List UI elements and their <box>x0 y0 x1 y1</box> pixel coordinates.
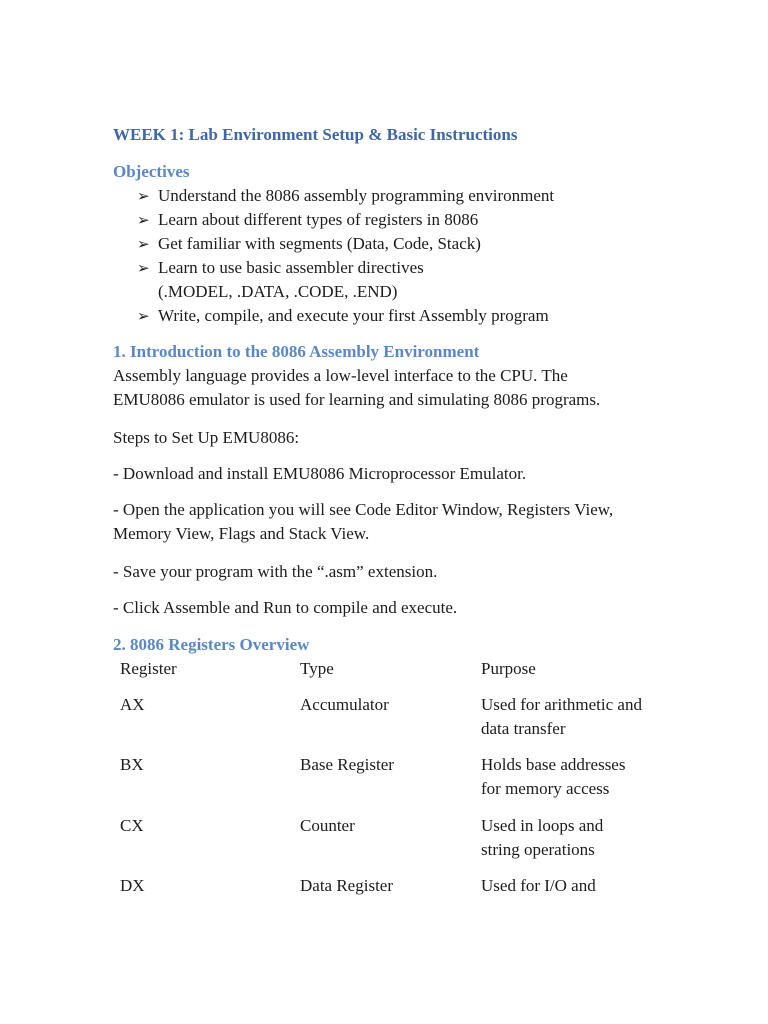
objective-text: Get familiar with segments (Data, Code, Stack) <box>158 234 481 253</box>
arrow-bullet-icon: ➢ <box>137 237 150 253</box>
type-cell: Data Register <box>300 876 393 895</box>
intro-paragraph-line: Assembly language provides a low-level interface to the CPU. The <box>113 366 568 385</box>
objectives-heading: Objectives <box>113 162 190 181</box>
objective-text-continued: (.MODEL, .DATA, .CODE, .END) <box>158 282 398 301</box>
type-cell: Base Register <box>300 755 394 774</box>
column-header-purpose: Purpose <box>481 659 536 678</box>
intro-paragraph-line: EMU8086 emulator is used for learning and simulating 8086 programs. <box>113 390 601 409</box>
objective-text: Understand the 8086 assembly programming environment <box>158 186 555 205</box>
arrow-bullet-icon: ➢ <box>137 213 150 229</box>
setup-step: - Save your program with the “.asm” extension. <box>113 562 438 581</box>
register-cell: DX <box>120 876 145 895</box>
type-cell: Accumulator <box>300 695 389 714</box>
arrow-bullet-icon: ➢ <box>137 189 150 205</box>
purpose-cell: Used for I/O and <box>481 876 596 895</box>
objective-text: Write, compile, and execute your first Assembly program <box>158 306 549 325</box>
purpose-cell-continued: for memory access <box>481 779 610 798</box>
steps-heading: Steps to Set Up EMU8086: <box>113 428 300 447</box>
purpose-cell-continued: string operations <box>481 840 595 859</box>
column-header-register: Register <box>120 659 177 678</box>
page-title: WEEK 1: Lab Environment Setup & Basic Instructions <box>113 125 518 144</box>
column-header-type: Type <box>300 659 334 678</box>
purpose-cell: Holds base addresses <box>481 755 626 774</box>
purpose-cell-continued: data transfer <box>481 719 566 738</box>
register-cell: CX <box>120 816 144 835</box>
arrow-bullet-icon: ➢ <box>137 261 150 277</box>
setup-step: - Download and install EMU8086 Microprocessor Emulator. <box>113 464 527 483</box>
setup-step: - Open the application you will see Code Editor Window, Registers View, <box>113 500 614 519</box>
arrow-bullet-icon: ➢ <box>137 309 150 325</box>
setup-step: - Click Assemble and Run to compile and execute. <box>113 598 458 617</box>
purpose-cell: Used for arithmetic and <box>481 695 642 714</box>
purpose-cell: Used in loops and <box>481 816 604 835</box>
objective-text: Learn about different types of registers in 8086 <box>158 210 479 229</box>
section-1-heading: 1. Introduction to the 8086 Assembly Environment <box>113 342 480 361</box>
type-cell: Counter <box>300 816 355 835</box>
section-2-heading: 2. 8086 Registers Overview <box>113 635 310 654</box>
setup-step-continued: Memory View, Flags and Stack View. <box>113 524 370 543</box>
objective-text: Learn to use basic assembler directives <box>158 258 424 277</box>
register-cell: BX <box>120 755 144 774</box>
register-cell: AX <box>120 695 145 714</box>
